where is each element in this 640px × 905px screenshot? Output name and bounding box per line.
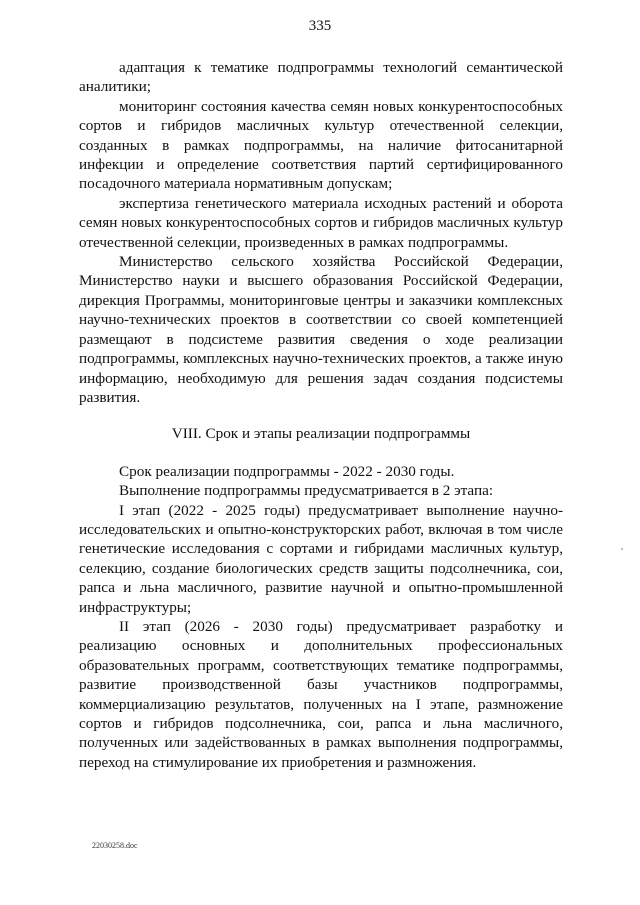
paragraph-stage-one: I этап (2022 - 2025 годы) предусматривает выполнение научно-исследовательских и опытно-конструкторских работ, включая в том числе генетические исследования с сортами и гибридами масличных культур, селекцию, создание биологических средств защиты подсолнечника, сои, рапса и льна масличного, развитие научной и опытно-промышленной инфраструктуры; — [79, 501, 563, 616]
paragraph-stage-two: II этап (2026 - 2030 годы) предусматривает разработку и реализацию основных и дополнительных профессиональных образовательных программ, соответствующих тематике подпрограммы, развитие производственной базы участников подпрограммы, коммерциализацию результатов, полученных на I этапе, размножение сортов и гибридов подсолнечника, сои, рапса и льна масличного, полученных или задействованных в рамках выполнения подпрограммы, переход на стимулирование их приобретения и размножения. — [79, 617, 563, 771]
document-body — [79, 58, 563, 772]
paragraph-implementation-period: Срок реализации подпрограммы - 2022 - 2030 годы. — [119, 462, 455, 480]
scan-speck — [621, 548, 623, 550]
paragraph-stages-intro: Выполнение подпрограммы предусматривается в 2 этапа: — [119, 482, 494, 500]
paragraph-ministries-responsibility: Министерство сельского хозяйства Российской Федерации, Министерство науки и высшего образования Российской Федерации, дирекция Программы, мониторинговые центры и заказчики комплексных научно-технических проектов в соответствии со своей компетенцией размещают в подсистеме развития сведения о ходе реализации подпрограммы, комплексных научно-технических проектов, а также иную информацию, необходимую для решения задач создания подсистемы развития. — [79, 253, 563, 406]
paragraph-seed-quality-monitoring: мониторинг состояния качества семян новых конкурентоспособных сортов и гибридов масличных культур отечественной селекции, созданных в рамках подпрограммы, на наличие фитосанитарной инфекции и определение соответствия партий сертифицированного посадочного материала нормативным допускам; — [79, 97, 563, 193]
section-heading: VIII. Срок и этапы реализации подпрограммы — [171, 425, 471, 443]
paragraph-semantic-analytics: адаптация к тематике подпрограммы технологий семантической аналитики; — [79, 59, 563, 96]
page-number: 335 — [308, 18, 332, 34]
paragraph-genetic-expertise: экспертиза генетического материала исходных растений и оборота семян новых конкурентоспособных сортов и гибридов масличных культур отечественной селекции, произведенных в рамках подпрограммы. — [79, 194, 563, 251]
footer-filename: 22030258.doc — [92, 841, 138, 850]
